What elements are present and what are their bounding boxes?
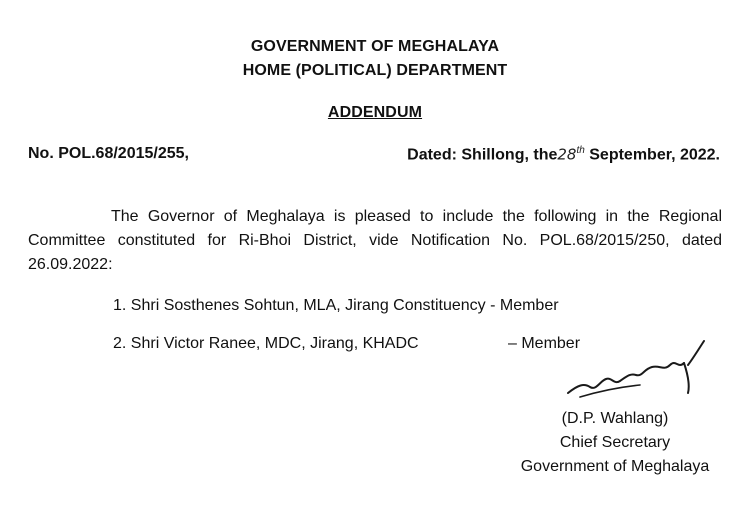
signatory-organization: Government of Meghalaya: [520, 458, 710, 475]
document-type-heading: ADDENDUM: [327, 104, 423, 121]
signatory-designation: Chief Secretary: [559, 434, 671, 451]
handwritten-day-suffix: th: [576, 145, 585, 156]
list-item: 2. Shri Victor Ranee, MDC, Jirang, KHADC: [113, 335, 419, 352]
department-heading: HOME (POLITICAL) DEPARTMENT: [242, 62, 508, 79]
dated-line: [407, 145, 720, 164]
body-paragraph: The Governor of Meghalaya is pleased to include the following in the Regional Committee constituted for Ri-Bhoi District, vide Notification No. POL.68/2015/250, dated 26.09.2022:: [28, 208, 722, 273]
reference-number: No. POL.68/2015/255,: [28, 145, 189, 162]
dated-prefix: Dated: Shillong, the: [407, 146, 558, 164]
list-item-role: – Member: [508, 335, 581, 352]
list-item: 1. Shri Sosthenes Sohtun, MLA, Jirang Constituency - Member: [113, 297, 559, 314]
government-heading: GOVERNMENT OF MEGHALAYA: [250, 38, 500, 55]
handwritten-signature: [560, 335, 710, 405]
signatory-name: (D.P. Wahlang): [561, 410, 669, 427]
handwritten-day: 28: [557, 145, 577, 164]
dated-suffix: September, 2022.: [589, 146, 720, 164]
